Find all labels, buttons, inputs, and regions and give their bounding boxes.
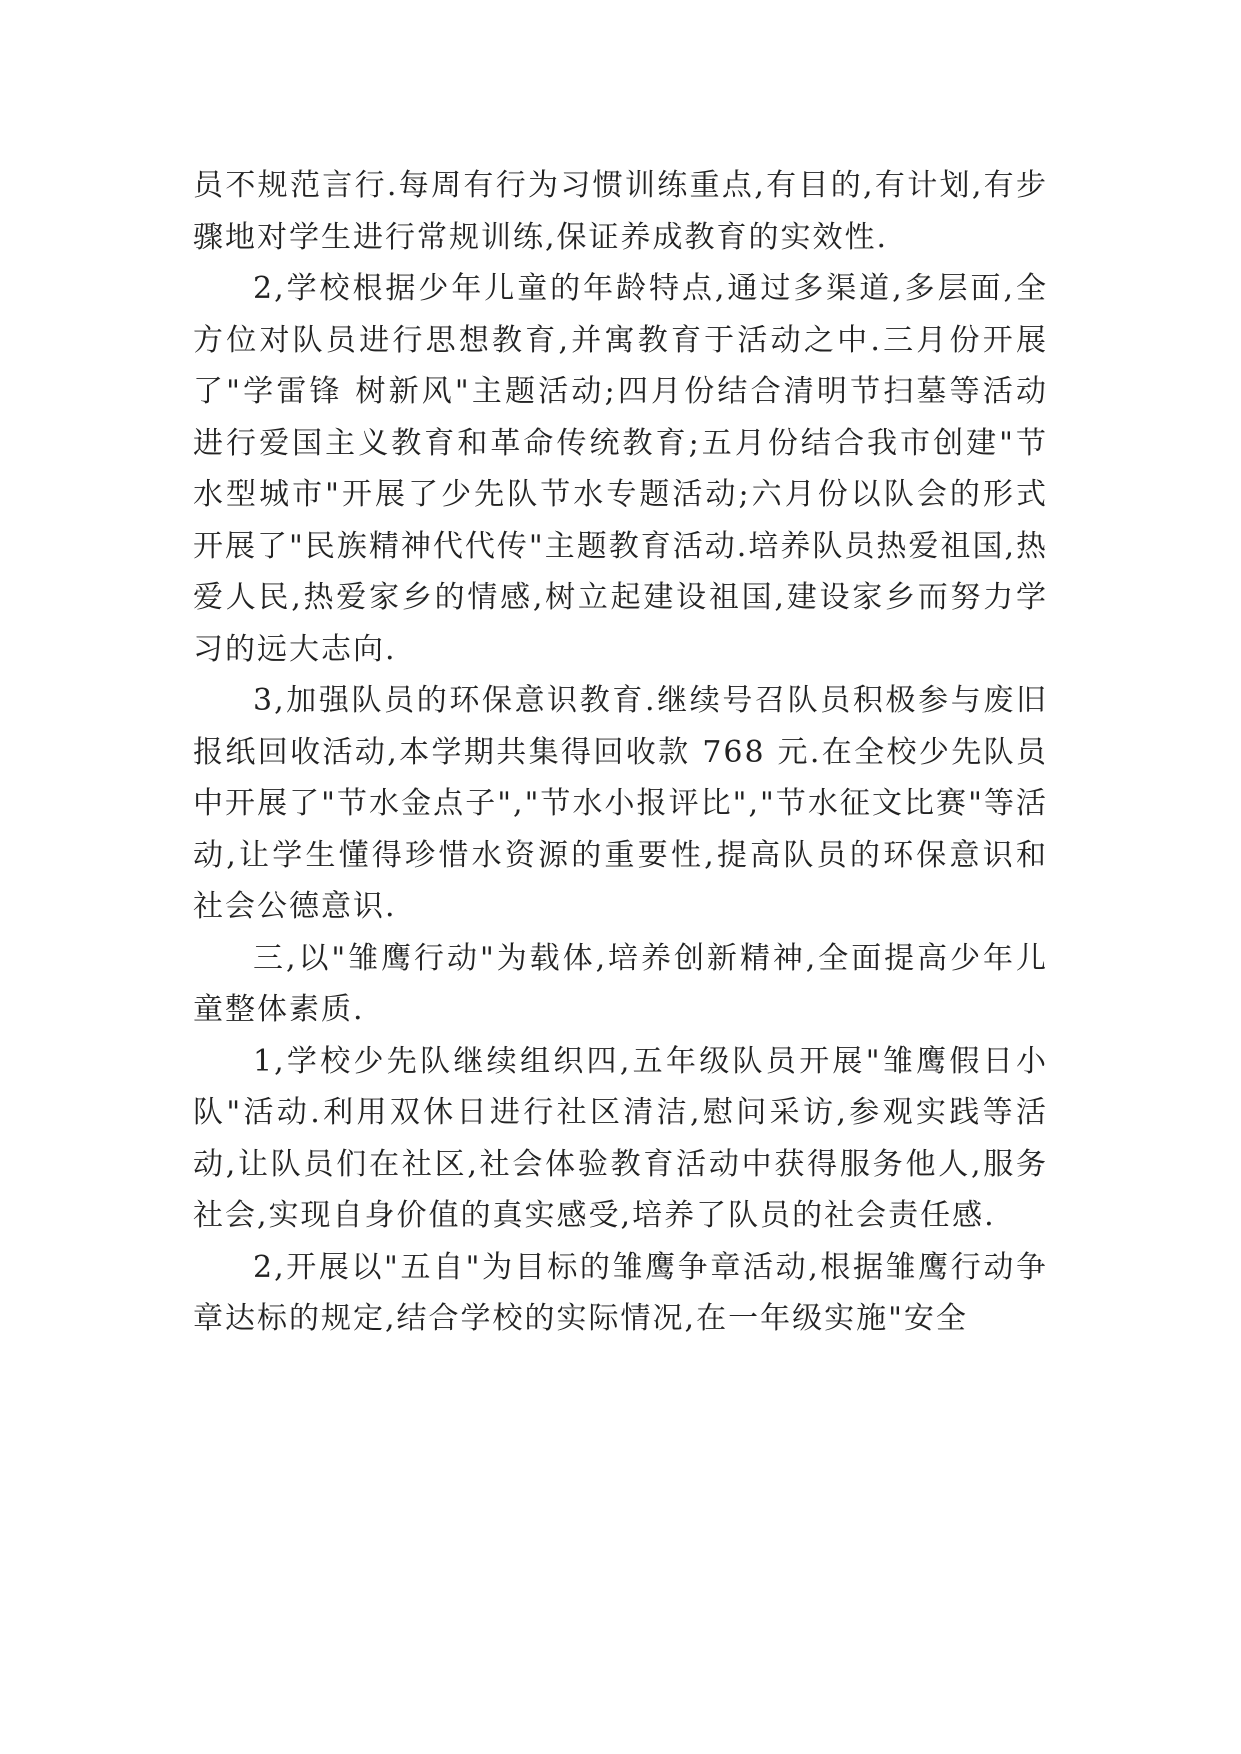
paragraph-ideological-education: 2,学校根据少年儿童的年龄特点,通过多渠道,多层面,全方位对队员进行思想教育,并寓教育于活动之中.三月份开展了"学雷锋 树新风"主题活动;四月份结合清明节扫墓等活动进行爱国主义教育和革命传统教育;五月份结合我市创建"节水型城市"开展了少先队节水专题活动;六月份以队会的形式开展了"民族精神代代传"主题教育活动.培养队员热爱祖国,热爱人民,热爱家乡的情感,树立起建设祖国,建设家乡而努力学习的远大志向. (193, 271, 1048, 667)
paragraph-continuation: 员不规范言行.每周有行为习惯训练重点,有目的,有计划,有步骤地对学生进行常规训练,保证养成教育的实效性. (193, 168, 1048, 255)
paragraph-holiday-squad: 1,学校少先队继续组织四,五年级队员开展"雏鹰假日小队"活动.利用双休日进行社区清洁,慰问采访,参观实践等活动,让队员们在社区,社会体验教育活动中获得服务他人,服务社会,实现自身价值的真实感受,培养了队员的社会责任感. (193, 1043, 1048, 1233)
document-body (193, 160, 1048, 1345)
paragraph-environmental-education: 3,加强队员的环保意识教育.继续号召队员积极参与废旧报纸回收活动,本学期共集得回收款 768 元.在全校少先队员中开展了"节水金点子","节水小报评比","节水征文比赛"等活动,让学生懂得珍惜水资源的重要性,提高队员的环保意识和社会公德意识. (193, 683, 1048, 924)
paragraph-badge-activity: 2,开展以"五自"为目标的雏鹰争章活动,根据雏鹰行动争章达标的规定,结合学校的实际情况,在一年级实施"安全 (193, 1249, 1048, 1336)
section-heading-eagle-action: 三,以"雏鹰行动"为载体,培养创新精神,全面提高少年儿童整体素质. (193, 940, 1048, 1027)
